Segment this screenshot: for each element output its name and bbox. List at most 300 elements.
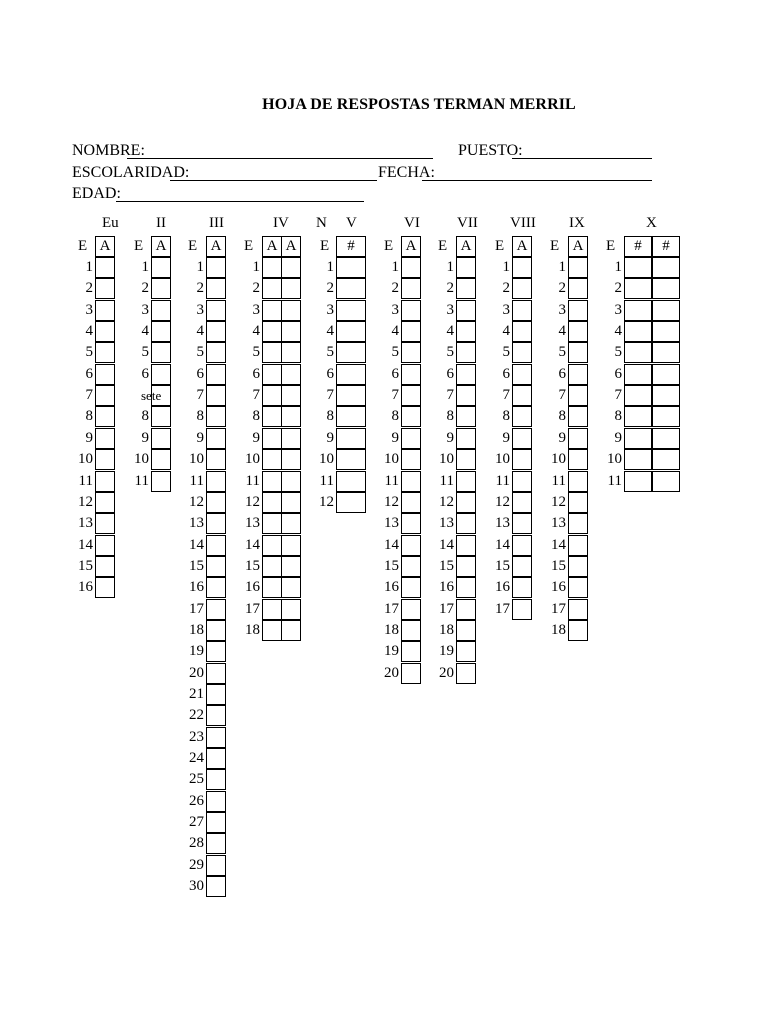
column-header-iv-1: A <box>262 236 282 257</box>
answer-box[interactable] <box>95 321 115 342</box>
answer-box[interactable] <box>206 535 226 556</box>
answer-box[interactable] <box>151 257 171 278</box>
answer-box[interactable] <box>262 428 282 449</box>
answer-box[interactable] <box>456 428 476 449</box>
answer-box[interactable] <box>401 556 421 577</box>
answer-box[interactable] <box>456 556 476 577</box>
row-number: 16 <box>245 579 260 596</box>
answer-box[interactable] <box>336 428 366 449</box>
row-number: 3 <box>558 301 566 318</box>
answer-box[interactable] <box>401 663 421 684</box>
answer-box[interactable] <box>512 406 532 427</box>
answer-box[interactable] <box>281 556 301 577</box>
answer-box[interactable] <box>456 364 476 385</box>
answer-box[interactable] <box>624 278 652 299</box>
answer-box[interactable] <box>206 406 226 427</box>
answer-box[interactable] <box>512 513 532 534</box>
page-title: HOJA DE RESPOSTAS TERMAN MERRIL <box>262 96 576 113</box>
row-number: 5 <box>558 344 566 361</box>
answer-box[interactable] <box>95 577 115 598</box>
answer-box[interactable] <box>652 257 680 278</box>
answer-box[interactable] <box>336 342 366 363</box>
answer-box[interactable] <box>206 513 226 534</box>
answer-box[interactable] <box>401 342 421 363</box>
row-number: 1 <box>558 259 566 275</box>
answer-box[interactable] <box>652 385 680 406</box>
answer-box[interactable] <box>206 385 226 406</box>
answer-box[interactable] <box>456 300 476 321</box>
row-number: 21 <box>189 686 204 702</box>
answer-box[interactable] <box>456 385 476 406</box>
answer-box[interactable] <box>262 278 282 299</box>
answer-box[interactable] <box>401 257 421 278</box>
row-number: 5 <box>326 344 334 361</box>
answer-box[interactable] <box>512 278 532 299</box>
answer-box[interactable] <box>206 876 226 897</box>
answer-box[interactable] <box>401 577 421 598</box>
answer-box[interactable] <box>456 278 476 299</box>
answer-box[interactable] <box>336 278 366 299</box>
column-header-iv-2: A <box>281 236 301 257</box>
column-header-x-0: E <box>606 238 616 254</box>
answer-box[interactable] <box>568 257 588 278</box>
row-number: 2 <box>614 280 622 297</box>
answer-box[interactable] <box>151 278 171 299</box>
answer-box[interactable] <box>401 428 421 449</box>
row-number: 6 <box>502 365 510 382</box>
answer-box[interactable] <box>336 300 366 321</box>
row-number: 15 <box>245 557 260 574</box>
row-number: 12 <box>245 493 260 510</box>
answer-box[interactable] <box>624 300 652 321</box>
answer-box[interactable] <box>624 428 652 449</box>
answer-box[interactable] <box>401 620 421 641</box>
row-number: 1 <box>391 259 399 275</box>
answer-box[interactable] <box>456 406 476 427</box>
answer-box[interactable] <box>624 342 652 363</box>
answer-box[interactable] <box>206 556 226 577</box>
answer-box[interactable] <box>281 577 301 598</box>
answer-box[interactable] <box>262 620 282 641</box>
answer-box[interactable] <box>568 620 588 641</box>
answer-box[interactable] <box>336 257 366 278</box>
row-number: 11 <box>384 472 399 489</box>
row-number: 5 <box>141 344 149 361</box>
answer-box[interactable] <box>456 620 476 641</box>
answer-box[interactable] <box>568 364 588 385</box>
answer-box[interactable] <box>624 257 652 278</box>
answer-box[interactable] <box>281 535 301 556</box>
row-number: 8 <box>326 408 334 425</box>
answer-box[interactable] <box>206 364 226 385</box>
answer-box[interactable] <box>512 577 532 598</box>
answer-box[interactable] <box>568 321 588 342</box>
row-number: 6 <box>558 365 566 382</box>
answer-box[interactable] <box>262 577 282 598</box>
row-number: 6 <box>252 365 260 382</box>
answer-box[interactable] <box>281 492 301 513</box>
answer-box[interactable] <box>262 535 282 556</box>
answer-box[interactable] <box>456 577 476 598</box>
row-number: 7 <box>326 387 334 404</box>
row-number: 20 <box>384 664 399 681</box>
answer-box[interactable] <box>206 748 226 769</box>
row-number: 6 <box>446 365 454 382</box>
edad-field[interactable] <box>116 201 364 202</box>
column-header-vi-0: E <box>384 238 394 254</box>
row-number: 17 <box>439 600 454 617</box>
answer-box[interactable] <box>401 321 421 342</box>
row-number: 14 <box>245 536 260 553</box>
row-number: 11 <box>189 472 204 489</box>
answer-box[interactable] <box>568 406 588 427</box>
row-number: 4 <box>85 323 93 340</box>
row-number: 8 <box>614 408 622 425</box>
answer-box[interactable] <box>95 471 115 492</box>
answer-box[interactable] <box>652 342 680 363</box>
answer-box[interactable] <box>281 364 301 385</box>
answer-box[interactable] <box>95 556 115 577</box>
answer-box[interactable] <box>336 385 366 406</box>
row-number: 13 <box>78 515 93 532</box>
row-number: 10 <box>607 451 622 468</box>
row-number: 11 <box>439 472 454 489</box>
column-header-ix-1: A <box>568 236 588 257</box>
column-header-ii-1: A <box>151 236 171 257</box>
row-number: 12 <box>495 493 510 510</box>
answer-box[interactable] <box>652 278 680 299</box>
row-number: 13 <box>439 515 454 532</box>
answer-box[interactable] <box>206 833 226 854</box>
answer-box[interactable] <box>281 300 301 321</box>
answer-box[interactable] <box>206 855 226 876</box>
answer-box[interactable] <box>568 342 588 363</box>
answer-box[interactable] <box>568 278 588 299</box>
answer-box[interactable] <box>568 577 588 598</box>
answer-box[interactable] <box>281 385 301 406</box>
row-number: 11 <box>245 472 260 489</box>
answer-box[interactable] <box>262 492 282 513</box>
answer-box[interactable] <box>262 321 282 342</box>
answer-box[interactable] <box>456 535 476 556</box>
answer-box[interactable] <box>206 257 226 278</box>
row-number: 10 <box>134 451 149 468</box>
answer-box[interactable] <box>401 471 421 492</box>
answer-box[interactable] <box>456 449 476 470</box>
answer-box[interactable] <box>206 300 226 321</box>
row-number: 1 <box>326 259 334 275</box>
answer-box[interactable] <box>206 449 226 470</box>
row-number: 6 <box>196 365 204 382</box>
answer-box[interactable] <box>206 471 226 492</box>
answer-box[interactable] <box>262 300 282 321</box>
answer-box[interactable] <box>206 342 226 363</box>
answer-box[interactable] <box>568 300 588 321</box>
section-label-vii: VII <box>457 215 478 231</box>
answer-box[interactable] <box>401 641 421 662</box>
answer-box[interactable] <box>401 513 421 534</box>
answer-box[interactable] <box>336 449 366 470</box>
answer-box[interactable] <box>336 492 366 513</box>
answer-box[interactable] <box>401 599 421 620</box>
answer-box[interactable] <box>206 428 226 449</box>
row-number: 1 <box>196 259 204 275</box>
answer-box[interactable] <box>206 278 226 299</box>
column-header-viii-0: E <box>495 238 505 254</box>
answer-box[interactable] <box>456 471 476 492</box>
row-number: 16 <box>189 579 204 596</box>
answer-box[interactable] <box>281 406 301 427</box>
answer-box[interactable] <box>95 492 115 513</box>
answer-box[interactable] <box>336 364 366 385</box>
column-header-vi-1: A <box>401 236 421 257</box>
answer-box[interactable] <box>262 342 282 363</box>
row-number: 5 <box>502 344 510 361</box>
escolaridad-field[interactable] <box>170 180 377 181</box>
answer-box[interactable] <box>206 577 226 598</box>
nombre-label: NOMBRE: <box>72 142 145 159</box>
answer-box[interactable] <box>456 257 476 278</box>
answer-box[interactable] <box>456 321 476 342</box>
answer-box[interactable] <box>95 449 115 470</box>
row-number: 2 <box>446 280 454 297</box>
answer-box[interactable] <box>512 535 532 556</box>
answer-box[interactable] <box>262 406 282 427</box>
answer-box[interactable] <box>624 449 652 470</box>
section-label-iii: III <box>209 215 224 231</box>
answer-box[interactable] <box>95 300 115 321</box>
row-number: 4 <box>252 323 260 340</box>
row-number: 14 <box>384 536 399 553</box>
answer-box[interactable] <box>95 257 115 278</box>
answer-box[interactable] <box>336 406 366 427</box>
puesto-field[interactable] <box>512 158 652 159</box>
answer-box[interactable] <box>512 300 532 321</box>
answer-box[interactable] <box>281 599 301 620</box>
answer-box[interactable] <box>262 364 282 385</box>
row-number: 10 <box>439 451 454 468</box>
row-number: 11 <box>134 472 149 489</box>
section-label-v: V <box>346 215 357 231</box>
answer-box[interactable] <box>262 556 282 577</box>
answer-box[interactable] <box>512 364 532 385</box>
answer-box[interactable] <box>568 449 588 470</box>
answer-box[interactable] <box>206 641 226 662</box>
answer-box[interactable] <box>512 471 532 492</box>
answer-box[interactable] <box>151 428 171 449</box>
row-number: 13 <box>189 515 204 532</box>
answer-box[interactable] <box>151 449 171 470</box>
answer-box[interactable] <box>568 492 588 513</box>
row-number: 9 <box>446 429 454 446</box>
row-number: 12 <box>319 493 334 510</box>
answer-box[interactable] <box>151 342 171 363</box>
answer-box[interactable] <box>95 513 115 534</box>
answer-box[interactable] <box>95 364 115 385</box>
answer-box[interactable] <box>456 492 476 513</box>
answer-box[interactable] <box>624 385 652 406</box>
answer-box[interactable] <box>652 471 680 492</box>
answer-box[interactable] <box>281 449 301 470</box>
answer-box[interactable] <box>281 513 301 534</box>
answer-box[interactable] <box>206 599 226 620</box>
answer-box[interactable] <box>95 406 115 427</box>
row-number: 14 <box>495 536 510 553</box>
row-number: sete <box>141 388 162 404</box>
answer-box[interactable] <box>281 257 301 278</box>
row-number: 1 <box>252 259 260 275</box>
row-number: 19 <box>384 643 399 660</box>
row-number: 9 <box>558 429 566 446</box>
answer-box[interactable] <box>151 385 171 406</box>
fecha-label: FECHA: <box>378 164 435 181</box>
answer-box[interactable] <box>262 471 282 492</box>
answer-box[interactable] <box>624 406 652 427</box>
answer-box[interactable] <box>401 406 421 427</box>
answer-box[interactable] <box>206 769 226 790</box>
row-number: 19 <box>439 643 454 660</box>
row-number: 20 <box>189 664 204 681</box>
answer-box[interactable] <box>568 385 588 406</box>
answer-box[interactable] <box>281 620 301 641</box>
answer-box[interactable] <box>206 705 226 726</box>
answer-box[interactable] <box>568 471 588 492</box>
answer-box[interactable] <box>401 278 421 299</box>
row-number: 18 <box>439 621 454 638</box>
answer-box[interactable] <box>206 321 226 342</box>
row-number: 12 <box>439 493 454 510</box>
answer-box[interactable] <box>401 385 421 406</box>
answer-box[interactable] <box>151 364 171 385</box>
row-number: 6 <box>391 365 399 382</box>
row-number: 28 <box>189 835 204 852</box>
row-number: 4 <box>141 323 149 340</box>
section-label-ii: II <box>156 215 166 231</box>
answer-box[interactable] <box>568 556 588 577</box>
answer-box[interactable] <box>151 471 171 492</box>
row-number: 5 <box>446 344 454 361</box>
column-header-vii-0: E <box>438 238 448 254</box>
row-number: 10 <box>384 451 399 468</box>
answer-box[interactable] <box>95 385 115 406</box>
answer-box[interactable] <box>95 278 115 299</box>
answer-box[interactable] <box>652 321 680 342</box>
answer-box[interactable] <box>401 449 421 470</box>
answer-box[interactable] <box>95 342 115 363</box>
answer-box[interactable] <box>206 620 226 641</box>
answer-box[interactable] <box>512 428 532 449</box>
answer-box[interactable] <box>568 513 588 534</box>
answer-box[interactable] <box>456 641 476 662</box>
answer-box[interactable] <box>95 428 115 449</box>
answer-box[interactable] <box>512 257 532 278</box>
answer-box[interactable] <box>281 321 301 342</box>
answer-box[interactable] <box>401 535 421 556</box>
answer-box[interactable] <box>206 791 226 812</box>
row-number: 7 <box>391 387 399 404</box>
answer-box[interactable] <box>401 492 421 513</box>
row-number: 2 <box>141 280 149 297</box>
answer-box[interactable] <box>206 492 226 513</box>
answer-box[interactable] <box>512 492 532 513</box>
answer-box[interactable] <box>652 428 680 449</box>
answer-box[interactable] <box>512 342 532 363</box>
row-number: 17 <box>245 600 260 617</box>
answer-box[interactable] <box>652 300 680 321</box>
row-number: 1 <box>446 259 454 275</box>
answer-box[interactable] <box>281 428 301 449</box>
row-number: 4 <box>196 323 204 340</box>
answer-box[interactable] <box>206 684 226 705</box>
answer-box[interactable] <box>456 599 476 620</box>
row-number: 1 <box>502 259 510 275</box>
answer-box[interactable] <box>456 663 476 684</box>
answer-box[interactable] <box>262 449 282 470</box>
answer-box[interactable] <box>512 449 532 470</box>
answer-box[interactable] <box>281 471 301 492</box>
answer-box[interactable] <box>401 300 421 321</box>
answer-box[interactable] <box>336 321 366 342</box>
answer-box[interactable] <box>262 257 282 278</box>
answer-box[interactable] <box>568 599 588 620</box>
answer-box[interactable] <box>624 364 652 385</box>
row-number: 9 <box>614 429 622 446</box>
answer-box[interactable] <box>568 428 588 449</box>
answer-box[interactable] <box>336 471 366 492</box>
row-number: 9 <box>196 429 204 446</box>
answer-box[interactable] <box>262 513 282 534</box>
answer-box[interactable] <box>401 364 421 385</box>
nombre-field[interactable] <box>127 158 433 159</box>
answer-box[interactable] <box>568 535 588 556</box>
answer-box[interactable] <box>262 385 282 406</box>
row-number: 16 <box>551 579 566 596</box>
row-number: 8 <box>141 408 149 425</box>
answer-box[interactable] <box>281 342 301 363</box>
answer-box[interactable] <box>512 321 532 342</box>
answer-box[interactable] <box>652 449 680 470</box>
row-number: 12 <box>384 493 399 510</box>
row-number: 4 <box>614 323 622 340</box>
column-header-n-0: E <box>320 238 330 254</box>
answer-box[interactable] <box>512 556 532 577</box>
answer-box[interactable] <box>151 321 171 342</box>
row-number: 3 <box>141 301 149 318</box>
answer-box[interactable] <box>151 406 171 427</box>
row-number: 4 <box>446 323 454 340</box>
answer-box[interactable] <box>652 406 680 427</box>
answer-box[interactable] <box>206 727 226 748</box>
row-number: 2 <box>196 280 204 297</box>
answer-box[interactable] <box>262 599 282 620</box>
answer-box[interactable] <box>456 342 476 363</box>
answer-box[interactable] <box>456 513 476 534</box>
row-number: 15 <box>189 557 204 574</box>
answer-box[interactable] <box>512 599 532 620</box>
answer-box[interactable] <box>281 278 301 299</box>
answer-box[interactable] <box>206 663 226 684</box>
answer-box[interactable] <box>624 321 652 342</box>
answer-box[interactable] <box>95 535 115 556</box>
answer-box[interactable] <box>652 364 680 385</box>
row-number: 14 <box>439 536 454 553</box>
answer-box[interactable] <box>206 812 226 833</box>
row-number: 10 <box>189 451 204 468</box>
fecha-field[interactable] <box>422 180 652 181</box>
answer-box[interactable] <box>512 385 532 406</box>
answer-box[interactable] <box>151 300 171 321</box>
answer-box[interactable] <box>624 471 652 492</box>
